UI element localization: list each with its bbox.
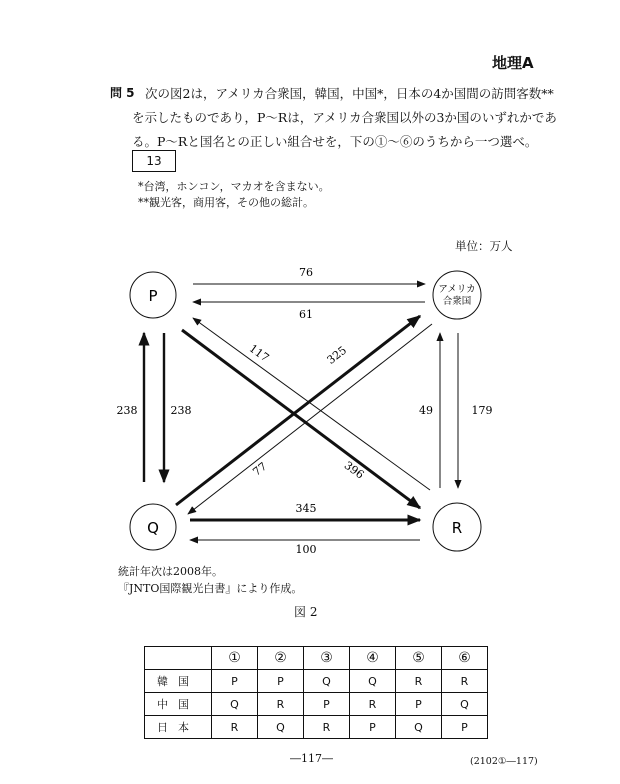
value-r-to-q: 100 <box>295 543 317 556</box>
node-r-label: R <box>451 519 463 537</box>
value-r-to-p: 117 <box>246 341 272 365</box>
table-cell: P <box>258 670 304 693</box>
question-label: 問 5 <box>110 86 135 100</box>
table-cell: P <box>442 716 488 739</box>
value-us-to-q: 77 <box>250 459 270 479</box>
question-line-3: る。P～Rと国名との正しい組合せを，下の①～⑥のうちから一つ選べ。 <box>132 134 538 149</box>
subject-title: 地理A <box>492 54 534 72</box>
choice-header-5: ⑤ <box>396 647 442 670</box>
row-label-china: 中国 <box>145 693 212 716</box>
table-cell: R <box>396 670 442 693</box>
choice-header-3: ③ <box>304 647 350 670</box>
choice-header-4: ④ <box>350 647 396 670</box>
table-cell: Q <box>212 693 258 716</box>
value-us-to-r: 179 <box>471 404 493 417</box>
table-cell: P <box>304 693 350 716</box>
footnote-1: *台湾，ホンコン，マカオを含まない。 <box>138 180 330 193</box>
value-q-to-p: 238 <box>116 404 138 417</box>
footnote-2: **観光客，商用客，その他の総計。 <box>138 196 314 209</box>
row-label-japan: 日本 <box>145 716 212 739</box>
choice-header-6: ⑥ <box>442 647 488 670</box>
node-q-label: Q <box>147 519 159 537</box>
choices-table <box>144 646 488 739</box>
answer-number-box: 13 <box>132 150 176 172</box>
question-line-2: を示したものであり，P～Rは，アメリカ合衆国以外の3か国のいずれかであ <box>132 110 557 125</box>
table-row <box>145 716 488 739</box>
node-us-circle <box>433 271 481 319</box>
node-p-label: P <box>148 287 158 305</box>
unit-label: 単位：万人 <box>455 239 513 253</box>
table-cell: Q <box>442 693 488 716</box>
table-cell: Q <box>350 670 396 693</box>
choice-header-1: ① <box>212 647 258 670</box>
value-q-to-us: 325 <box>324 343 350 367</box>
page-number: ―117― <box>290 752 333 765</box>
table-cell: R <box>258 693 304 716</box>
table-cell: R <box>304 716 350 739</box>
caption-year: 統計年次は2008年。 <box>118 565 223 578</box>
choices-header-row <box>145 647 488 670</box>
question-line-1: 次の図2は，アメリカ合衆国，韓国，中国*，日本の4か国間の訪問客数** <box>145 86 554 101</box>
arrow-p-to-r <box>182 330 420 508</box>
choices-corner <box>145 647 212 670</box>
arrow-us-to-q <box>188 324 432 514</box>
value-p-to-r: 396 <box>341 458 367 482</box>
table-cell: Q <box>304 670 350 693</box>
value-us-to-p: 61 <box>299 308 313 321</box>
node-us-label-1: アメリカ <box>438 284 476 295</box>
row-label-korea: 韓国 <box>145 670 212 693</box>
table-cell: P <box>396 693 442 716</box>
value-p-to-us: 76 <box>299 266 313 279</box>
table-row <box>145 670 488 693</box>
table-cell: P <box>212 670 258 693</box>
table-row <box>145 693 488 716</box>
exam-code: (2102①―117) <box>470 756 538 767</box>
arrow-q-to-us <box>176 316 420 505</box>
value-q-to-r: 345 <box>295 502 317 515</box>
table-cell: Q <box>258 716 304 739</box>
value-r-to-us: 49 <box>419 404 433 417</box>
table-cell: Q <box>396 716 442 739</box>
table-cell: R <box>350 693 396 716</box>
caption-source: 『JNTO国際観光白書』により作成。 <box>118 582 303 595</box>
table-cell: R <box>442 670 488 693</box>
node-us-label-2: 合衆国 <box>442 296 472 307</box>
figure-title: 図 2 <box>294 605 318 619</box>
table-cell: R <box>212 716 258 739</box>
choice-header-2: ② <box>258 647 304 670</box>
value-p-to-q: 238 <box>170 404 192 417</box>
table-cell: P <box>350 716 396 739</box>
